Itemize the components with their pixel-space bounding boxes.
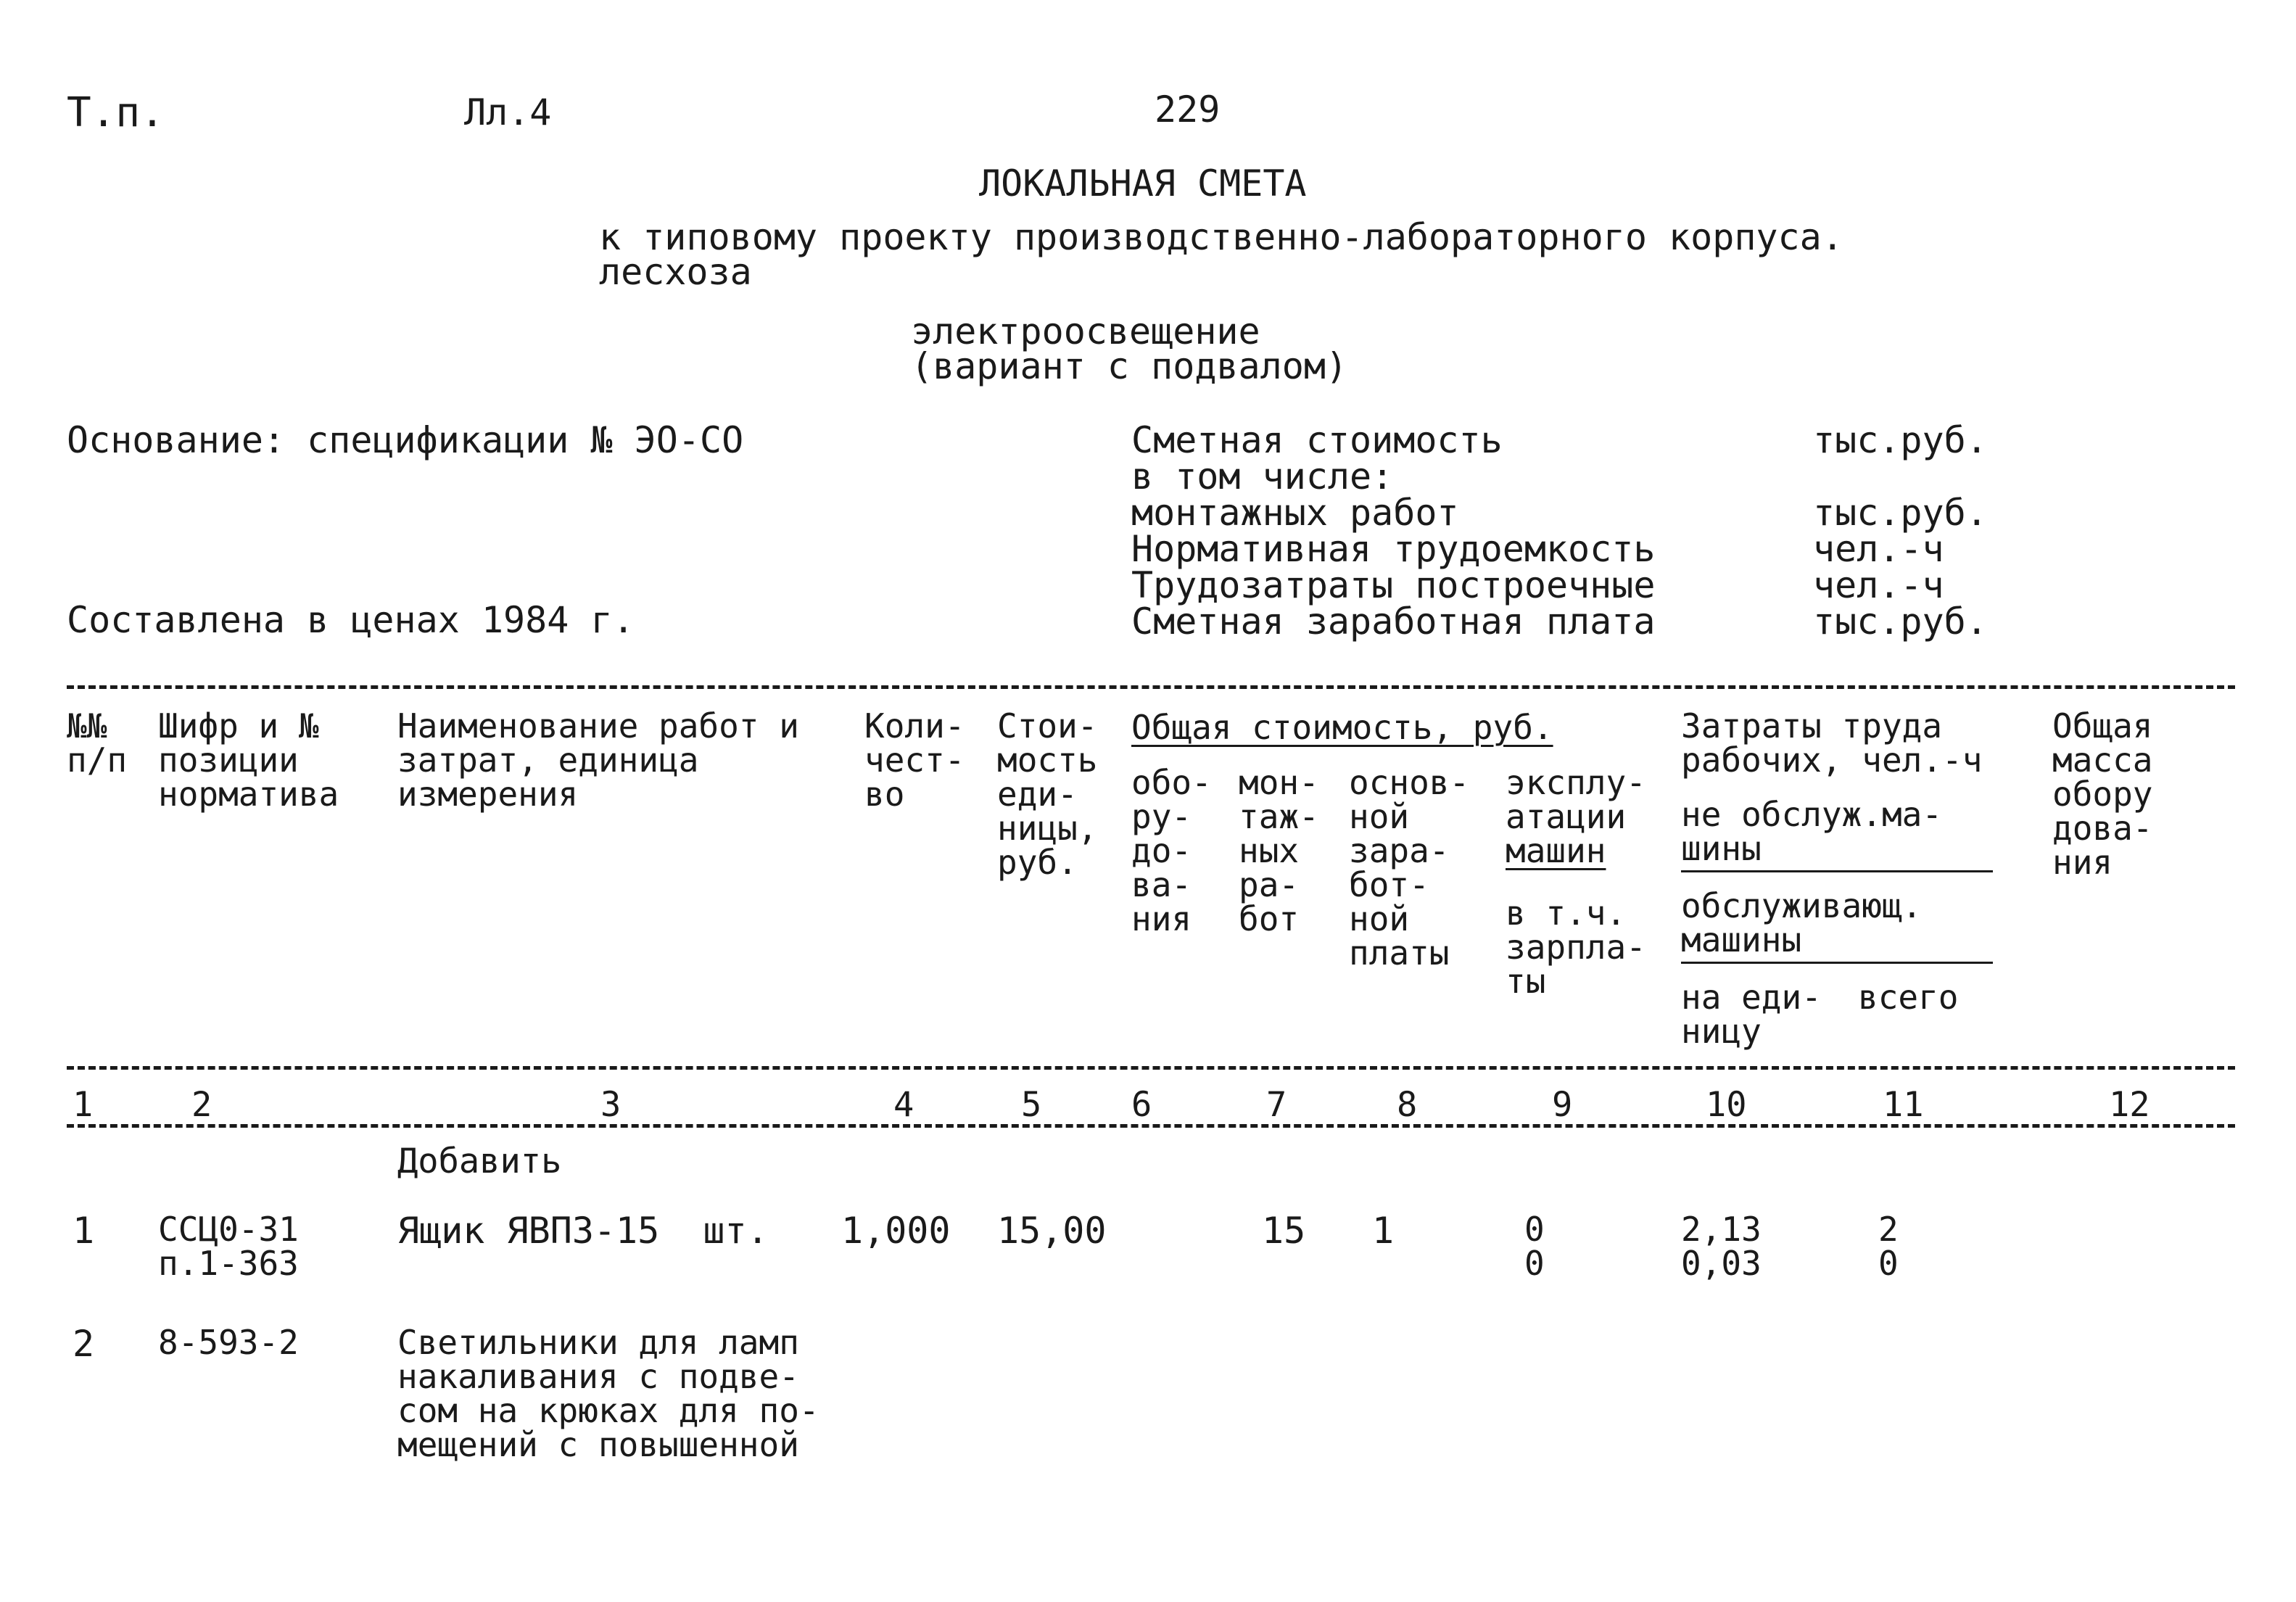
col-number-1: 1 [73,1085,94,1125]
col-header-qty: Коли- чест- во [864,706,965,814]
row-1-base-salary: 1 [1372,1210,1395,1252]
section-line-2: (вариант с подвалом) [911,345,1348,387]
row-2-name: Светильники для ламп накаливания с подве- сом на крюках для по- мещений с повышенной [397,1323,819,1464]
doc-type-label: Т.п. [67,89,165,136]
col-number-7: 7 [1266,1085,1287,1125]
labor-rule-1 [1681,870,1993,872]
cost-unit-labor-norm: чел.-ч [1813,528,1944,570]
row-1-unit-price: 15,00 [997,1210,1107,1252]
group-header-total-cost: Общая стоимость, руб. [1131,708,1553,747]
col-header-mass: Общая масса обору дова- ния [2052,706,2153,882]
cost-unit-labor-site: чел.-ч [1813,564,1944,606]
header-bottom-rule [67,1066,2235,1070]
row-1-operation: 0 0 [1524,1210,1545,1283]
col-number-8: 8 [1397,1085,1418,1125]
cost-label-labor-norm: Нормативная трудоемкость [1131,528,1656,570]
col-number-2: 2 [191,1085,212,1125]
cost-label-salary: Сметная заработная плата [1131,600,1656,643]
basis-text: Основание: спецификации № ЭО-СО [67,419,744,461]
cost-unit-mounting: тыс.руб. [1813,492,1988,534]
col-header-code: Шифр и № позиции норматива [158,706,339,814]
col-number-9: 9 [1552,1085,1573,1125]
cost-units [1813,419,1988,643]
cost-label-labor-site: Трудозатраты построечные [1131,564,1656,606]
col-number-10: 10 [1706,1085,1747,1125]
section-line-1: электроосвещение [911,310,1260,352]
sheet-label: Лл.4 [464,91,552,133]
row-1-name: Ящик ЯВП3-15 шт. [397,1210,769,1252]
cost-label-total: Сметная стоимость [1131,419,1503,461]
row-1-code: ССЦ0-31 п.1-363 [158,1210,299,1283]
labor-per-unit-header: на еди- ницу [1681,978,1822,1051]
col-header-operation-salary: в т.ч. зарпла- ты [1506,893,1646,1001]
row-2-num: 2 [73,1323,95,1365]
col-header-equipment: обо- ру- до- ва- ния [1131,763,1212,938]
col-number-rule [67,1124,2235,1128]
cost-labels [1131,419,1656,643]
page-number: 229 [1155,88,1221,131]
add-label: Добавить [397,1141,562,1181]
cost-label-mounting: монтажных работ [1131,492,1459,534]
group-header-labor: Затраты труда рабочих, чел.-ч [1681,706,1983,780]
col-number-4: 4 [893,1085,914,1125]
col-number-5: 5 [1021,1085,1042,1125]
row-1-num: 1 [73,1210,95,1252]
row-2-code: 8-593-2 [158,1323,299,1362]
col-header-num: №№ п/п [67,706,128,780]
col-number-3: 3 [600,1085,622,1125]
labor-serving-header: обслуживающ. машины [1681,886,1923,959]
cost-unit-salary: тыс.руб. [1813,600,1988,643]
cost-unit-total: тыс.руб. [1813,419,1988,461]
labor-total-header: всего [1858,978,1959,1017]
row-1-labor-unit: 2,13 0,03 [1681,1210,1762,1283]
col-header-mounting: мон- таж- ных ра- бот [1239,763,1319,938]
table-top-rule [67,685,2235,689]
col-number-11: 11 [1883,1085,1924,1125]
row-1-labor-total: 2 0 [1878,1210,1899,1283]
cost-label-including: в том числе: [1131,455,1394,497]
col-number-6: 6 [1131,1085,1152,1125]
labor-not-serving-header: не обслуж.ма- шины [1681,795,1943,868]
cost-unit-including [1813,458,1988,495]
col-header-base-salary: основ- ной зара- бот- ной платы [1349,763,1470,973]
subtitle-line-1: к типовому проекту производственно-лабораторного корпуса. [599,216,1843,258]
col-header-name: Наименование работ и затрат, единица измерения [397,706,799,814]
document-title: ЛОКАЛЬНАЯ СМЕТА [979,162,1307,205]
col-header-unit-price: Стои- мость еди- ницы, руб. [997,706,1098,882]
prices-text: Составлена в ценах 1984 г. [67,599,635,641]
subtitle-line-2: лесхоза [599,251,752,293]
row-1-qty: 1,000 [841,1210,951,1252]
col-number-12: 12 [2109,1085,2150,1125]
row-1-mounting: 15 [1262,1210,1306,1252]
col-header-operation: эксплу- атации машин [1506,763,1646,870]
labor-rule-2 [1681,962,1993,964]
